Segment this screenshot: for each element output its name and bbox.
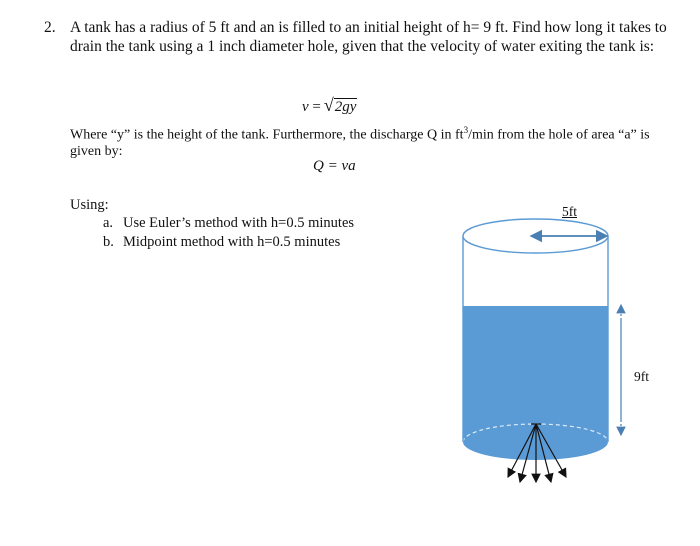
discharge-equation: Q = va — [313, 158, 356, 174]
methods-heading: Using: — [70, 197, 109, 213]
where-text-before: Where “y” is the height of the tank. Furthermore, the discharge Q in ft — [70, 127, 464, 143]
height-label: 9ft — [634, 369, 649, 384]
method-b-marker: b. — [103, 234, 114, 250]
velocity-lhs: v — [302, 99, 309, 115]
method-a-marker: a. — [103, 215, 114, 231]
velocity-radical: 2gy — [334, 99, 357, 115]
where-text-after: /min from the hole of area “a” is given by: — [70, 127, 650, 159]
problem-number: 2. — [44, 19, 56, 36]
where-text-superscript: 3 — [463, 125, 469, 135]
method-a-text: Use Euler’s method with h=0.5 minutes — [123, 215, 355, 231]
method-b-text: Midpoint method with h=0.5 minutes — [123, 234, 341, 250]
radius-label: 5ft — [562, 204, 577, 219]
velocity-equals: = — [312, 99, 321, 115]
problem-statement: A tank has a radius of 5 ft and an is filled to an initial height of h= 9 ft. Find how long it takes to drain the tank using a 1 inch diameter hole, given that the velocity of water exiting the tank is: — [70, 19, 667, 55]
sqrt-symbol-icon: √ — [323, 95, 334, 115]
